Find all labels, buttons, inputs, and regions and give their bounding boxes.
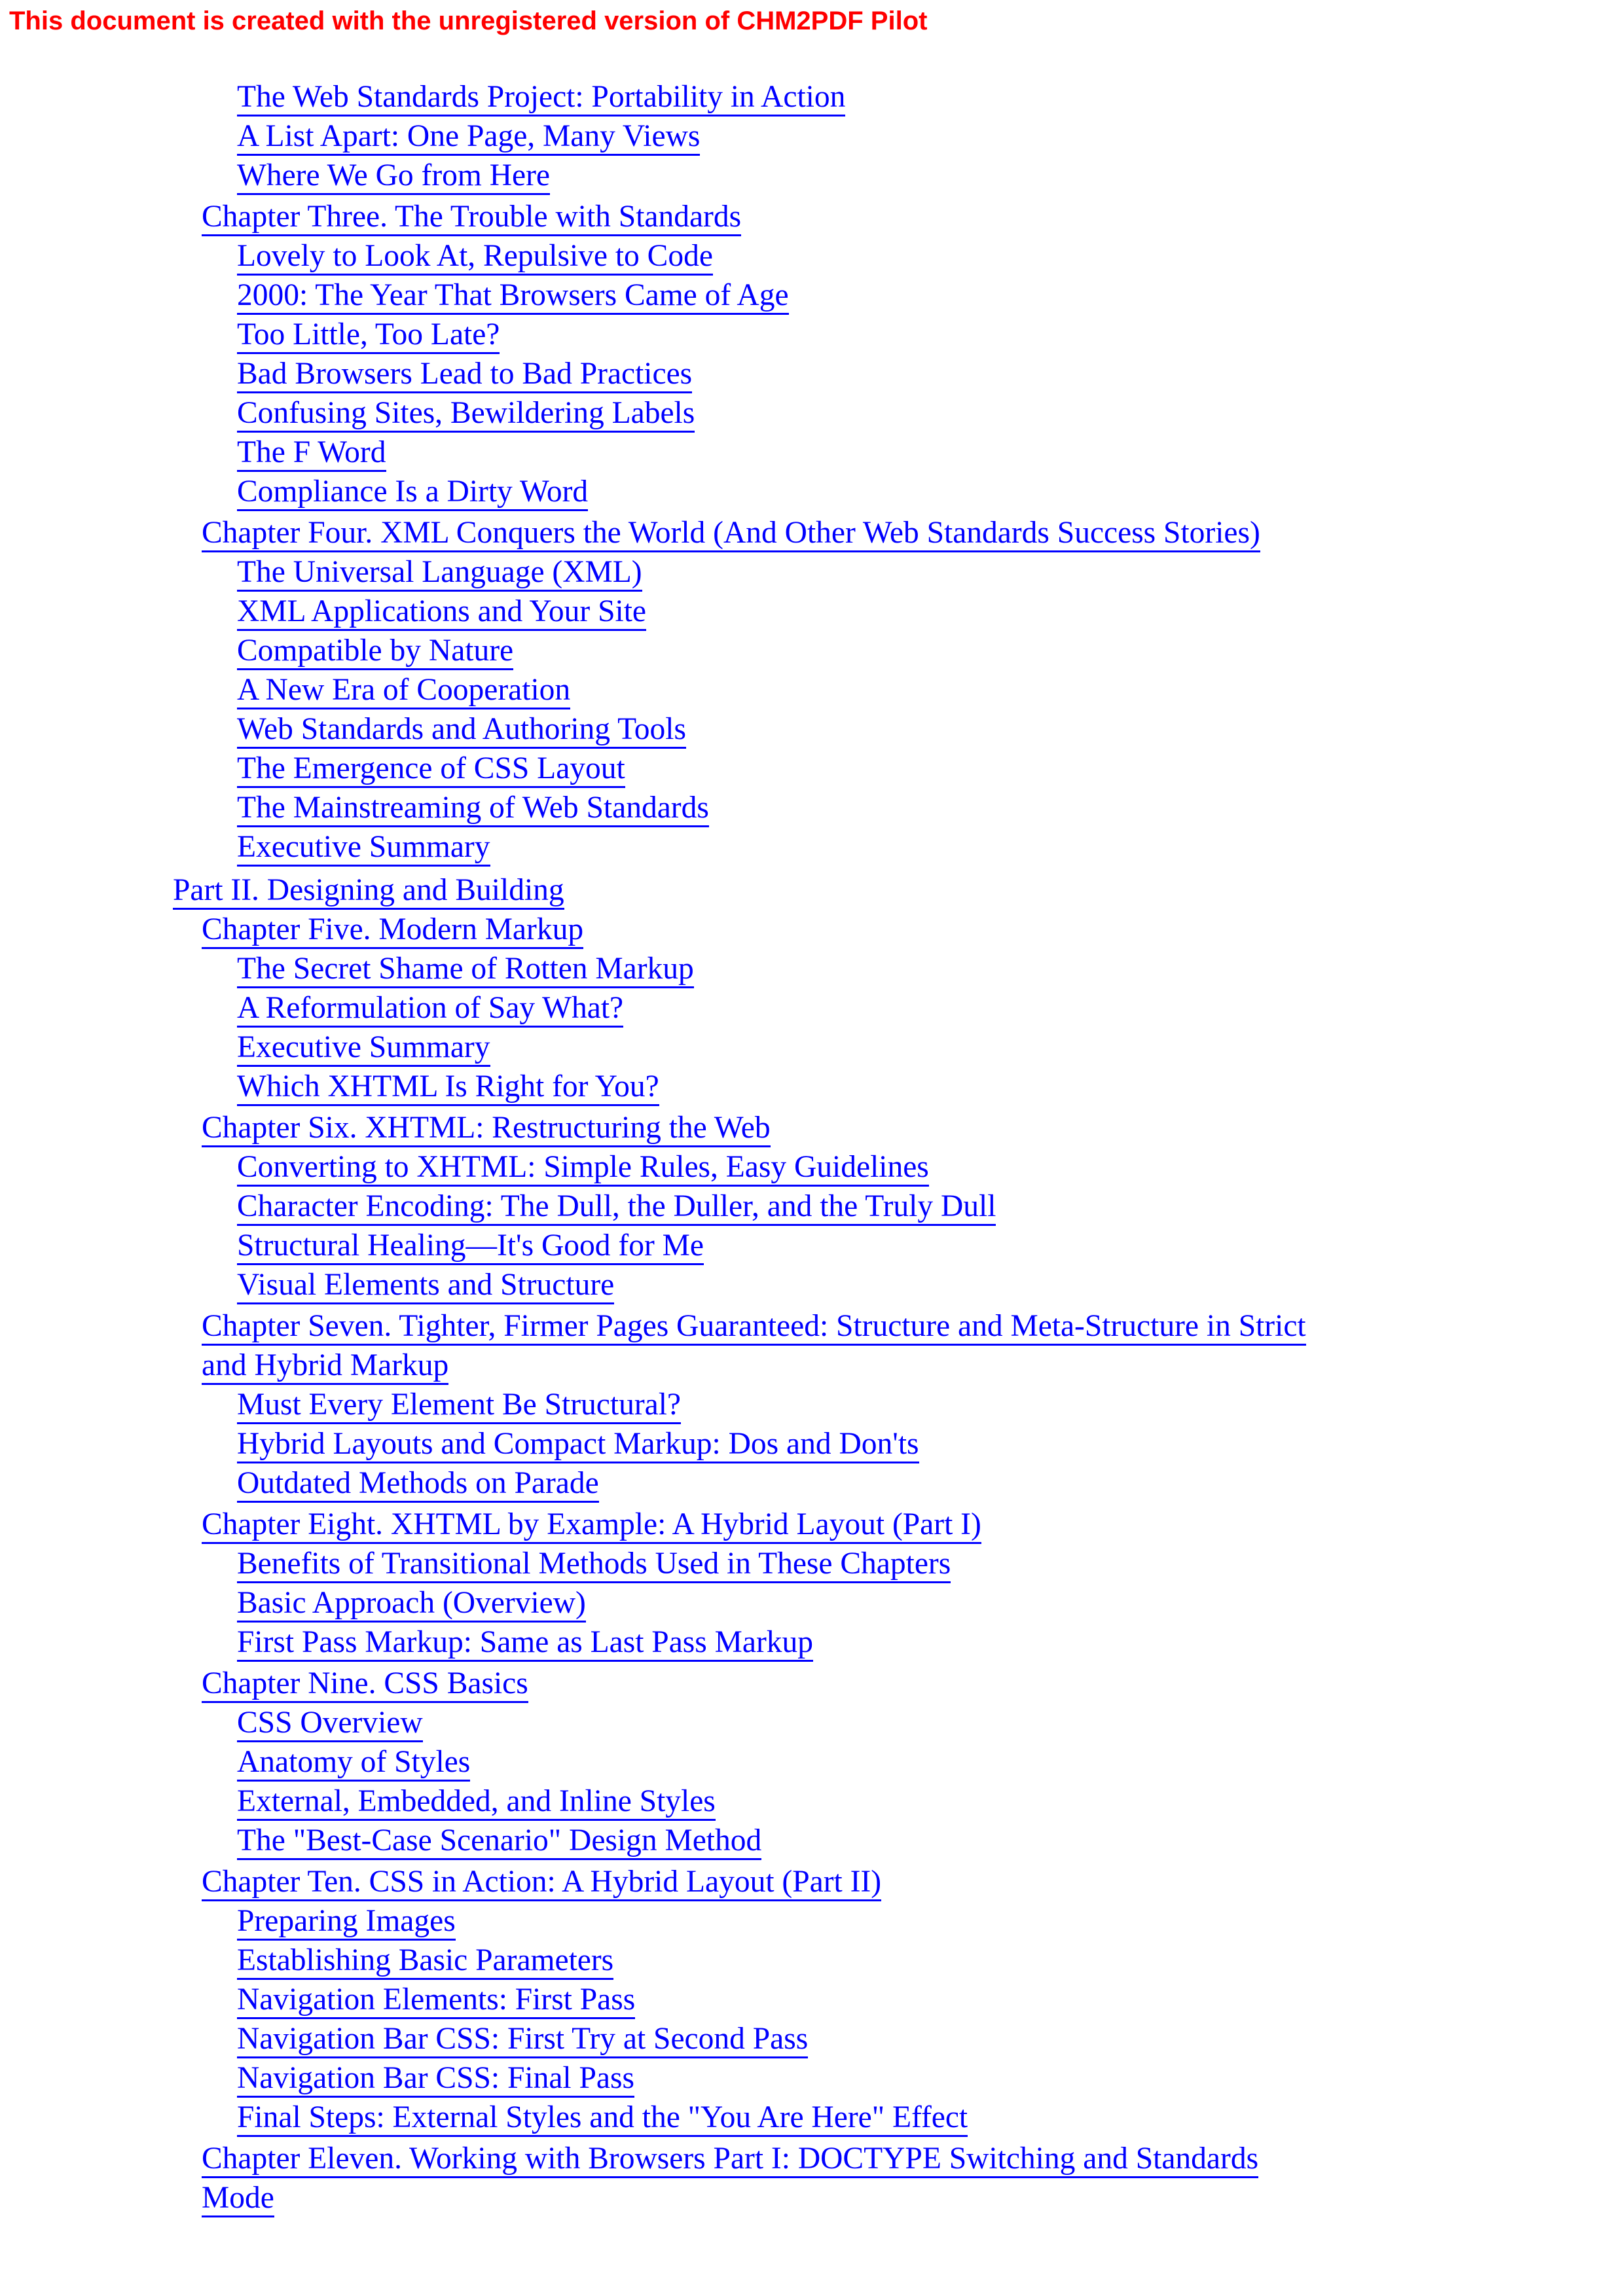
toc-section-row (0, 315, 1623, 354)
unregistered-version-banner: This document is created with the unregistered version of CHM2PDF Pilot (9, 7, 928, 35)
toc-section-link[interactable]: The Emergence of CSS Layout (237, 751, 625, 788)
toc-section-link[interactable]: Visual Elements and Structure (237, 1268, 614, 1304)
toc-chapter-link[interactable]: Chapter Seven. Tighter, Firmer Pages Guaranteed: Structure and Meta-Structure in Strict and Hybrid Markup (202, 1309, 1306, 1385)
toc-section-link[interactable]: Converting to XHTML: Simple Rules, Easy Guidelines (237, 1150, 929, 1187)
toc-section-link[interactable]: Preparing Images (237, 1904, 456, 1941)
toc-chapter-row (0, 1862, 1623, 1901)
toc-section-row (0, 1544, 1623, 1583)
toc-section-row (0, 949, 1623, 988)
toc-section-row (0, 1782, 1623, 1821)
toc-section-row (0, 276, 1623, 315)
toc-section-row (0, 1424, 1623, 1463)
toc-section-row (0, 1703, 1623, 1742)
toc-section-link[interactable]: Navigation Bar CSS: First Try at Second Pass (237, 2022, 808, 2058)
toc-chapter-row (0, 513, 1623, 552)
toc-section-row (0, 592, 1623, 631)
toc-section-row (0, 1265, 1623, 1304)
toc-section-row (0, 552, 1623, 592)
toc-section-link[interactable]: A Reformulation of Say What? (237, 991, 623, 1028)
toc-section-row (0, 236, 1623, 276)
toc-section-row (0, 117, 1623, 156)
toc-section-link[interactable]: Establishing Basic Parameters (237, 1943, 613, 1980)
toc-section-link[interactable]: The "Best-Case Scenario" Design Method (237, 1823, 761, 1860)
toc-section-link[interactable]: A New Era of Cooperation (237, 673, 570, 709)
toc-section-link[interactable]: Web Standards and Authoring Tools (237, 712, 686, 749)
toc-section-link[interactable]: External, Embedded, and Inline Styles (237, 1784, 716, 1821)
toc-section-link[interactable]: Final Steps: External Styles and the "You Are Here" Effect (237, 2100, 968, 2137)
toc-section-row (0, 1226, 1623, 1265)
toc-section-link[interactable]: Executive Summary (237, 1030, 490, 1067)
toc-chapter-row (0, 910, 1623, 949)
toc-section-link[interactable]: CSS Overview (237, 1706, 423, 1742)
toc-section-row (0, 472, 1623, 511)
toc-section-row (0, 1385, 1623, 1424)
toc-section-link[interactable]: Navigation Bar CSS: Final Pass (237, 2061, 634, 2098)
toc-section-link[interactable]: Executive Summary (237, 830, 490, 867)
toc-chapter-link[interactable]: Chapter Ten. CSS in Action: A Hybrid Layout (Part II) (202, 1865, 881, 1901)
toc-section-link[interactable]: The Web Standards Project: Portability in Action (237, 80, 845, 117)
toc-section-row (0, 1901, 1623, 1941)
toc-section-row (0, 1623, 1623, 1662)
toc-chapter-link[interactable]: Chapter Five. Modern Markup (202, 912, 583, 949)
toc-section-row (0, 709, 1623, 749)
toc-section-link[interactable]: XML Applications and Your Site (237, 594, 646, 631)
toc-section-row (0, 827, 1623, 867)
toc-section-row (0, 156, 1623, 195)
toc-section-row (0, 2019, 1623, 2058)
toc-section-link[interactable]: Benefits of Transitional Methods Used in These Chapters (237, 1547, 951, 1583)
toc-chapter-row (0, 1108, 1623, 1147)
toc-section-link[interactable]: Too Little, Too Late? (237, 317, 500, 354)
toc-chapter-link[interactable]: Chapter Six. XHTML: Restructuring the Web (202, 1111, 771, 1147)
toc-section-row (0, 788, 1623, 827)
toc-section-row (0, 2058, 1623, 2098)
toc-section-link[interactable]: Confusing Sites, Bewildering Labels (237, 396, 695, 433)
toc-section-link[interactable]: Bad Browsers Lead to Bad Practices (237, 357, 692, 393)
toc-chapter-link[interactable]: Chapter Three. The Trouble with Standards (202, 200, 741, 236)
toc-chapter-row (0, 2139, 1328, 2217)
toc-section-link[interactable]: The F Word (237, 435, 386, 472)
toc-section-row (0, 77, 1623, 117)
toc-section-link[interactable]: Outdated Methods on Parade (237, 1466, 599, 1503)
toc-section-link[interactable]: 2000: The Year That Browsers Came of Age (237, 278, 789, 315)
toc-chapter-link[interactable]: Chapter Four. XML Conquers the World (And Other Web Standards Success Stories) (202, 516, 1260, 552)
toc-section-link[interactable]: The Universal Language (XML) (237, 555, 642, 592)
toc-part-link[interactable]: Part II. Designing and Building (173, 873, 564, 910)
toc-section-row (0, 1147, 1623, 1187)
toc-section-row (0, 670, 1623, 709)
toc-section-row (0, 631, 1623, 670)
toc-section-link[interactable]: Hybrid Layouts and Compact Markup: Dos and Don'ts (237, 1427, 919, 1463)
toc-section-link[interactable]: Structural Healing—It's Good for Me (237, 1229, 704, 1265)
toc-chapter-row (0, 1664, 1623, 1703)
toc-section-row (0, 1463, 1623, 1503)
toc-section-row (0, 1583, 1623, 1623)
toc-section-row (0, 1941, 1623, 1980)
toc-chapter-link[interactable]: Chapter Nine. CSS Basics (202, 1666, 528, 1703)
toc-section-link[interactable]: A List Apart: One Page, Many Views (237, 119, 700, 156)
toc-section-link[interactable]: Compliance Is a Dirty Word (237, 475, 588, 511)
toc-section-row (0, 749, 1623, 788)
toc-section-row (0, 2098, 1623, 2137)
toc-section-link[interactable]: The Secret Shame of Rotten Markup (237, 952, 694, 988)
toc-section-row (0, 354, 1623, 393)
toc-section-row (0, 988, 1623, 1028)
toc-section-row (0, 1980, 1623, 2019)
toc-section-link[interactable]: The Mainstreaming of Web Standards (237, 791, 709, 827)
toc-chapter-row (0, 1306, 1328, 1385)
toc-section-link[interactable]: Anatomy of Styles (237, 1745, 470, 1782)
toc-chapter-link[interactable]: Chapter Eight. XHTML by Example: A Hybrid Layout (Part I) (202, 1507, 981, 1544)
toc-chapter-link[interactable]: Chapter Eleven. Working with Browsers Part I: DOCTYPE Switching and Standards Mode (202, 2142, 1258, 2217)
toc-section-link[interactable]: Which XHTML Is Right for You? (237, 1069, 659, 1106)
toc-section-row (0, 433, 1623, 472)
toc-section-link[interactable]: Navigation Elements: First Pass (237, 1982, 635, 2019)
toc-section-row (0, 1067, 1623, 1106)
toc-section-link[interactable]: Compatible by Nature (237, 634, 513, 670)
toc-section-link[interactable]: Where We Go from Here (237, 158, 550, 195)
table-of-contents (0, 77, 1623, 2217)
toc-section-row (0, 1742, 1623, 1782)
toc-section-row (0, 393, 1623, 433)
toc-section-link[interactable]: First Pass Markup: Same as Last Pass Markup (237, 1625, 813, 1662)
toc-section-row (0, 1821, 1623, 1860)
toc-section-link[interactable]: Character Encoding: The Dull, the Duller, and the Truly Dull (237, 1189, 996, 1226)
toc-section-link[interactable]: Basic Approach (Overview) (237, 1586, 586, 1623)
toc-chapter-row (0, 197, 1623, 236)
toc-section-row (0, 1028, 1623, 1067)
toc-chapter-row (0, 1505, 1623, 1544)
toc-section-link[interactable]: Must Every Element Be Structural? (237, 1388, 681, 1424)
toc-part-row (0, 870, 1623, 910)
toc-section-link[interactable]: Lovely to Look At, Repulsive to Code (237, 239, 713, 276)
toc-section-row (0, 1187, 1623, 1226)
